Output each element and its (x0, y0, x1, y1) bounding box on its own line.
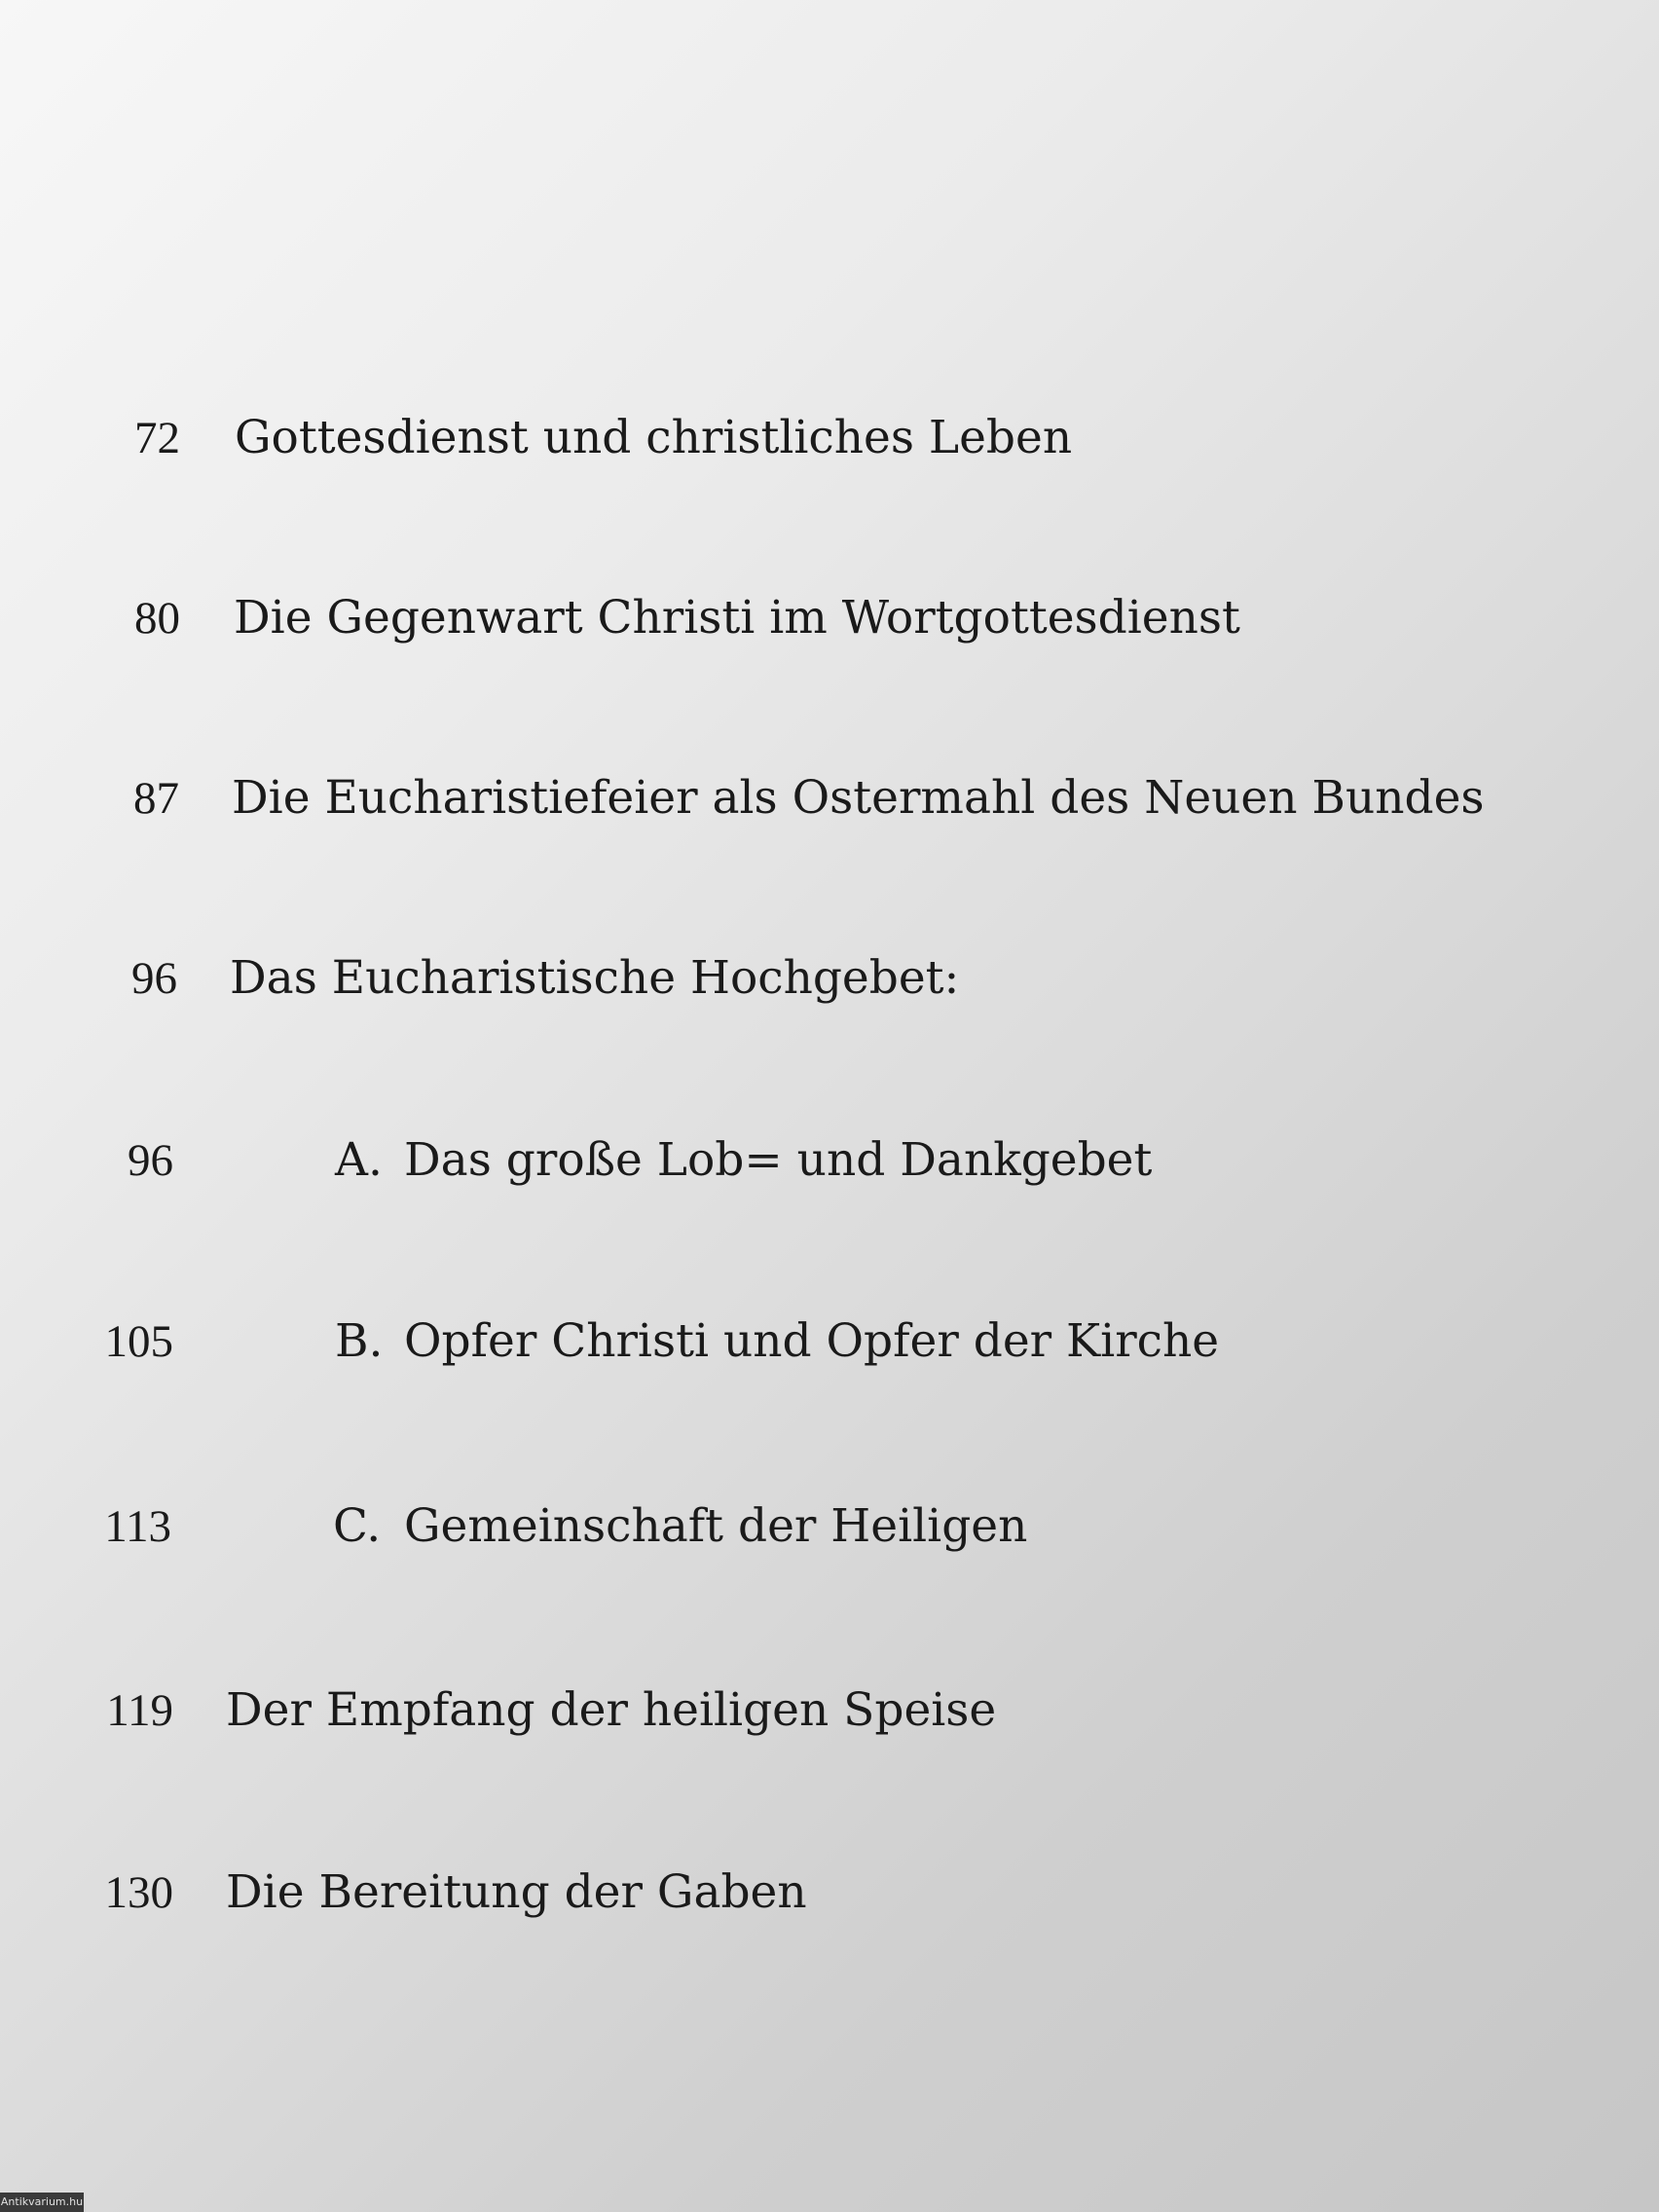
toc-page-number: 87 (133, 773, 179, 824)
toc-page-number: 96 (128, 1135, 173, 1186)
toc-title: Die Eucharistiefeier als Ostermahl des Neuen Bundes (232, 771, 1485, 825)
toc-subentry-letter: B. (335, 1314, 384, 1368)
toc-page-number: 105 (104, 1316, 173, 1367)
toc-title: Das Eucharistische Hochgebet: (230, 951, 960, 1005)
toc-title: Die Gegenwart Christi im Wortgottesdienst (234, 591, 1240, 645)
toc-page-number: 80 (134, 593, 180, 644)
toc-subentry-letter: C. (333, 1499, 382, 1553)
source-watermark: Antikvarium.hu (0, 2193, 84, 2212)
toc-title: Der Empfang der heiligen Speise (226, 1683, 997, 1737)
toc-page-number: 119 (106, 1685, 173, 1736)
toc-title: Gottesdienst und christliches Leben (235, 411, 1073, 464)
toc-title: Gemeinschaft der Heiligen (404, 1499, 1028, 1553)
toc-title: Die Bereitung der Gaben (226, 1865, 807, 1919)
toc-page-number: 113 (104, 1501, 171, 1552)
toc-subentry-letter: A. (335, 1133, 383, 1187)
toc-page-number: 96 (131, 953, 177, 1004)
toc-title: Das große Lob= und Dankgebet (404, 1133, 1153, 1187)
toc-title: Opfer Christi und Opfer der Kirche (404, 1314, 1220, 1368)
toc-page-number: 72 (134, 413, 180, 463)
toc-page-number: 130 (104, 1867, 173, 1918)
